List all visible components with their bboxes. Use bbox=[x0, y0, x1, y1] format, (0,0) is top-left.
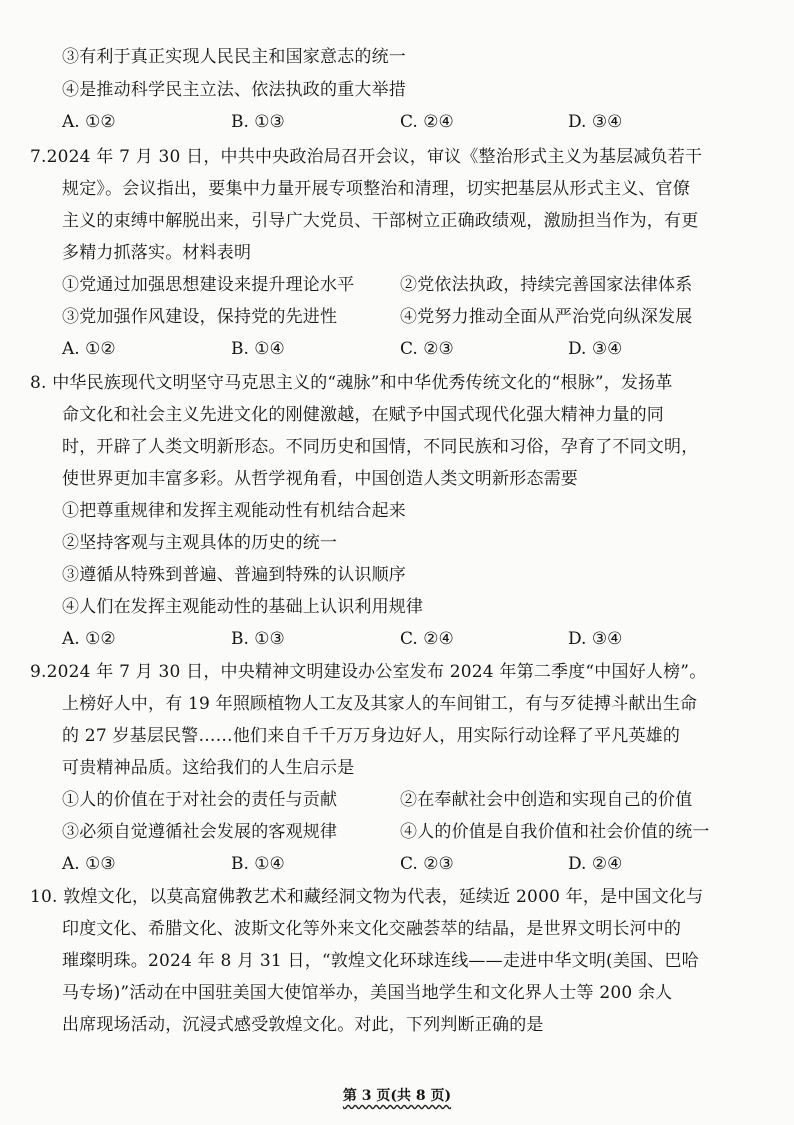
q9-option-b: B. ①④ bbox=[231, 854, 285, 874]
q6-option-b: B. ①③ bbox=[231, 112, 285, 132]
q6-option-a: A. ①② bbox=[62, 112, 116, 132]
q8-option-b: B. ①③ bbox=[231, 629, 285, 649]
q8-stem-line-3: 时，开辟了人类文明新形态。不同历史和国情，不同民族和习俗，孕育了不同文明， bbox=[62, 437, 699, 457]
q9-option-d: D. ②④ bbox=[568, 854, 623, 874]
q7-statement-2: ②党依法执政，持续完善国家法律体系 bbox=[400, 275, 693, 295]
q8-option-d: D. ③④ bbox=[568, 629, 623, 649]
q8-stem-line-1: 8. 中华民族现代文明坚守马克思主义的“魂脉”和中华优秀传统文化的“根脉”，发扬革 bbox=[30, 373, 673, 393]
q8-option-c: C. ②④ bbox=[400, 629, 454, 649]
q9-stem-line-2: 上榜好人中，有 19 年照顾植物人工友及其家人的车间钳工，有与歹徒搏斗献出生命 bbox=[62, 694, 698, 714]
q10-stem-line-2: 印度文化、希腊文化、波斯文化等外来文化交融荟萃的结晶，是世界文明长河中的 bbox=[62, 919, 682, 939]
q7-statement-3: ③党加强作风建设，保持党的先进性 bbox=[62, 307, 338, 327]
q7-statement-4: ④党努力推动全面从严治党向纵深发展 bbox=[400, 307, 693, 327]
q9-stem-line-1: 9.2024 年 7 月 30 日，中央精神文明建设办公室发布 2024 年第二季度“中国好人榜”。 bbox=[30, 662, 707, 682]
q7-option-c: C. ②③ bbox=[400, 339, 454, 359]
page-footer bbox=[0, 1086, 794, 1106]
q9-option-a: A. ①③ bbox=[62, 854, 116, 874]
q9-statement-2: ②在奉献社会中创造和实现自己的价值 bbox=[400, 790, 693, 810]
q6-statement-4: ④是推动科学民主立法、依法执政的重大举措 bbox=[62, 80, 406, 100]
q7-option-a: A. ①② bbox=[62, 339, 116, 359]
q10-stem-line-4: 马专场)”活动在中国驻美国大使馆举办，美国当地学生和文化界人士等 200 余人 bbox=[62, 983, 673, 1003]
q6-option-d: D. ③④ bbox=[568, 112, 623, 132]
q8-stem-line-2: 命文化和社会主义先进文化的刚健激越，在赋予中国式现代化强大精神力量的同 bbox=[62, 405, 664, 425]
q7-stem-line-4: 多精力抓落实。材料表明 bbox=[62, 243, 252, 263]
q6-option-c: C. ②④ bbox=[400, 112, 454, 132]
q8-option-a: A. ①② bbox=[62, 629, 116, 649]
q7-statement-1: ①党通过加强思想建设来提升理论水平 bbox=[62, 275, 355, 295]
q6-statement-3: ③有利于真正实现人民民主和国家意志的统一 bbox=[62, 47, 406, 67]
q7-stem-line-3: 主义的束缚中解脱出来，引导广大党员、干部树立正确政绩观，激励担当作为，有更 bbox=[62, 211, 699, 231]
q7-stem-line-2: 规定》。会议指出，要集中力量开展专项整治和清理，切实把基层从形式主义、官僚 bbox=[62, 179, 690, 199]
q10-stem-line-3: 璀璨明珠。2024 年 8 月 31 日，“敦煌文化环球连线——走进中华文明(美国、巴哈 bbox=[62, 951, 699, 971]
q9-statement-1: ①人的价值在于对社会的责任与贡献 bbox=[62, 790, 338, 810]
q8-stem-line-4: 使世界更加丰富多彩。从哲学视角看，中国创造人类文明新形态需要 bbox=[62, 469, 578, 489]
q9-statement-4: ④人的价值是自我价值和社会价值的统一 bbox=[400, 822, 710, 842]
page-number: 第 3 页(共 8 页) bbox=[342, 1088, 452, 1104]
q7-option-b: B. ①④ bbox=[231, 339, 285, 359]
q8-statement-1: ①把尊重规律和发挥主观能动性有机结合起来 bbox=[62, 501, 406, 521]
q9-stem-line-3: 的 27 岁基层民警……他们来自千千万万身边好人，用实际行动诠释了平凡英雄的 bbox=[62, 726, 681, 746]
q9-stem-line-4: 可贵精神品质。这给我们的人生启示是 bbox=[62, 758, 355, 778]
q8-statement-2: ②坚持客观与主观具体的历史的统一 bbox=[62, 533, 338, 553]
q7-stem-line-1: 7.2024 年 7 月 30 日，中共中央政治局召开会议，审议《整治形式主义为基层减负若干 bbox=[30, 147, 703, 167]
q9-option-c: C. ②③ bbox=[400, 854, 454, 874]
q9-statement-3: ③必须自觉遵循社会发展的客观规律 bbox=[62, 822, 338, 842]
q8-statement-4: ④人们在发挥主观能动性的基础上认识利用规律 bbox=[62, 597, 424, 617]
q10-stem-line-1: 10. 敦煌文化，以莫高窟佛教艺术和藏经洞文物为代表，延续近 2000 年，是中国文化与 bbox=[30, 887, 704, 907]
q7-option-d: D. ③④ bbox=[568, 339, 623, 359]
q8-statement-3: ③遵循从特殊到普遍、普遍到特殊的认识顺序 bbox=[62, 565, 406, 585]
q10-stem-line-5: 出席现场活动，沉浸式感受敦煌文化。对此，下列判断正确的是 bbox=[62, 1015, 544, 1035]
